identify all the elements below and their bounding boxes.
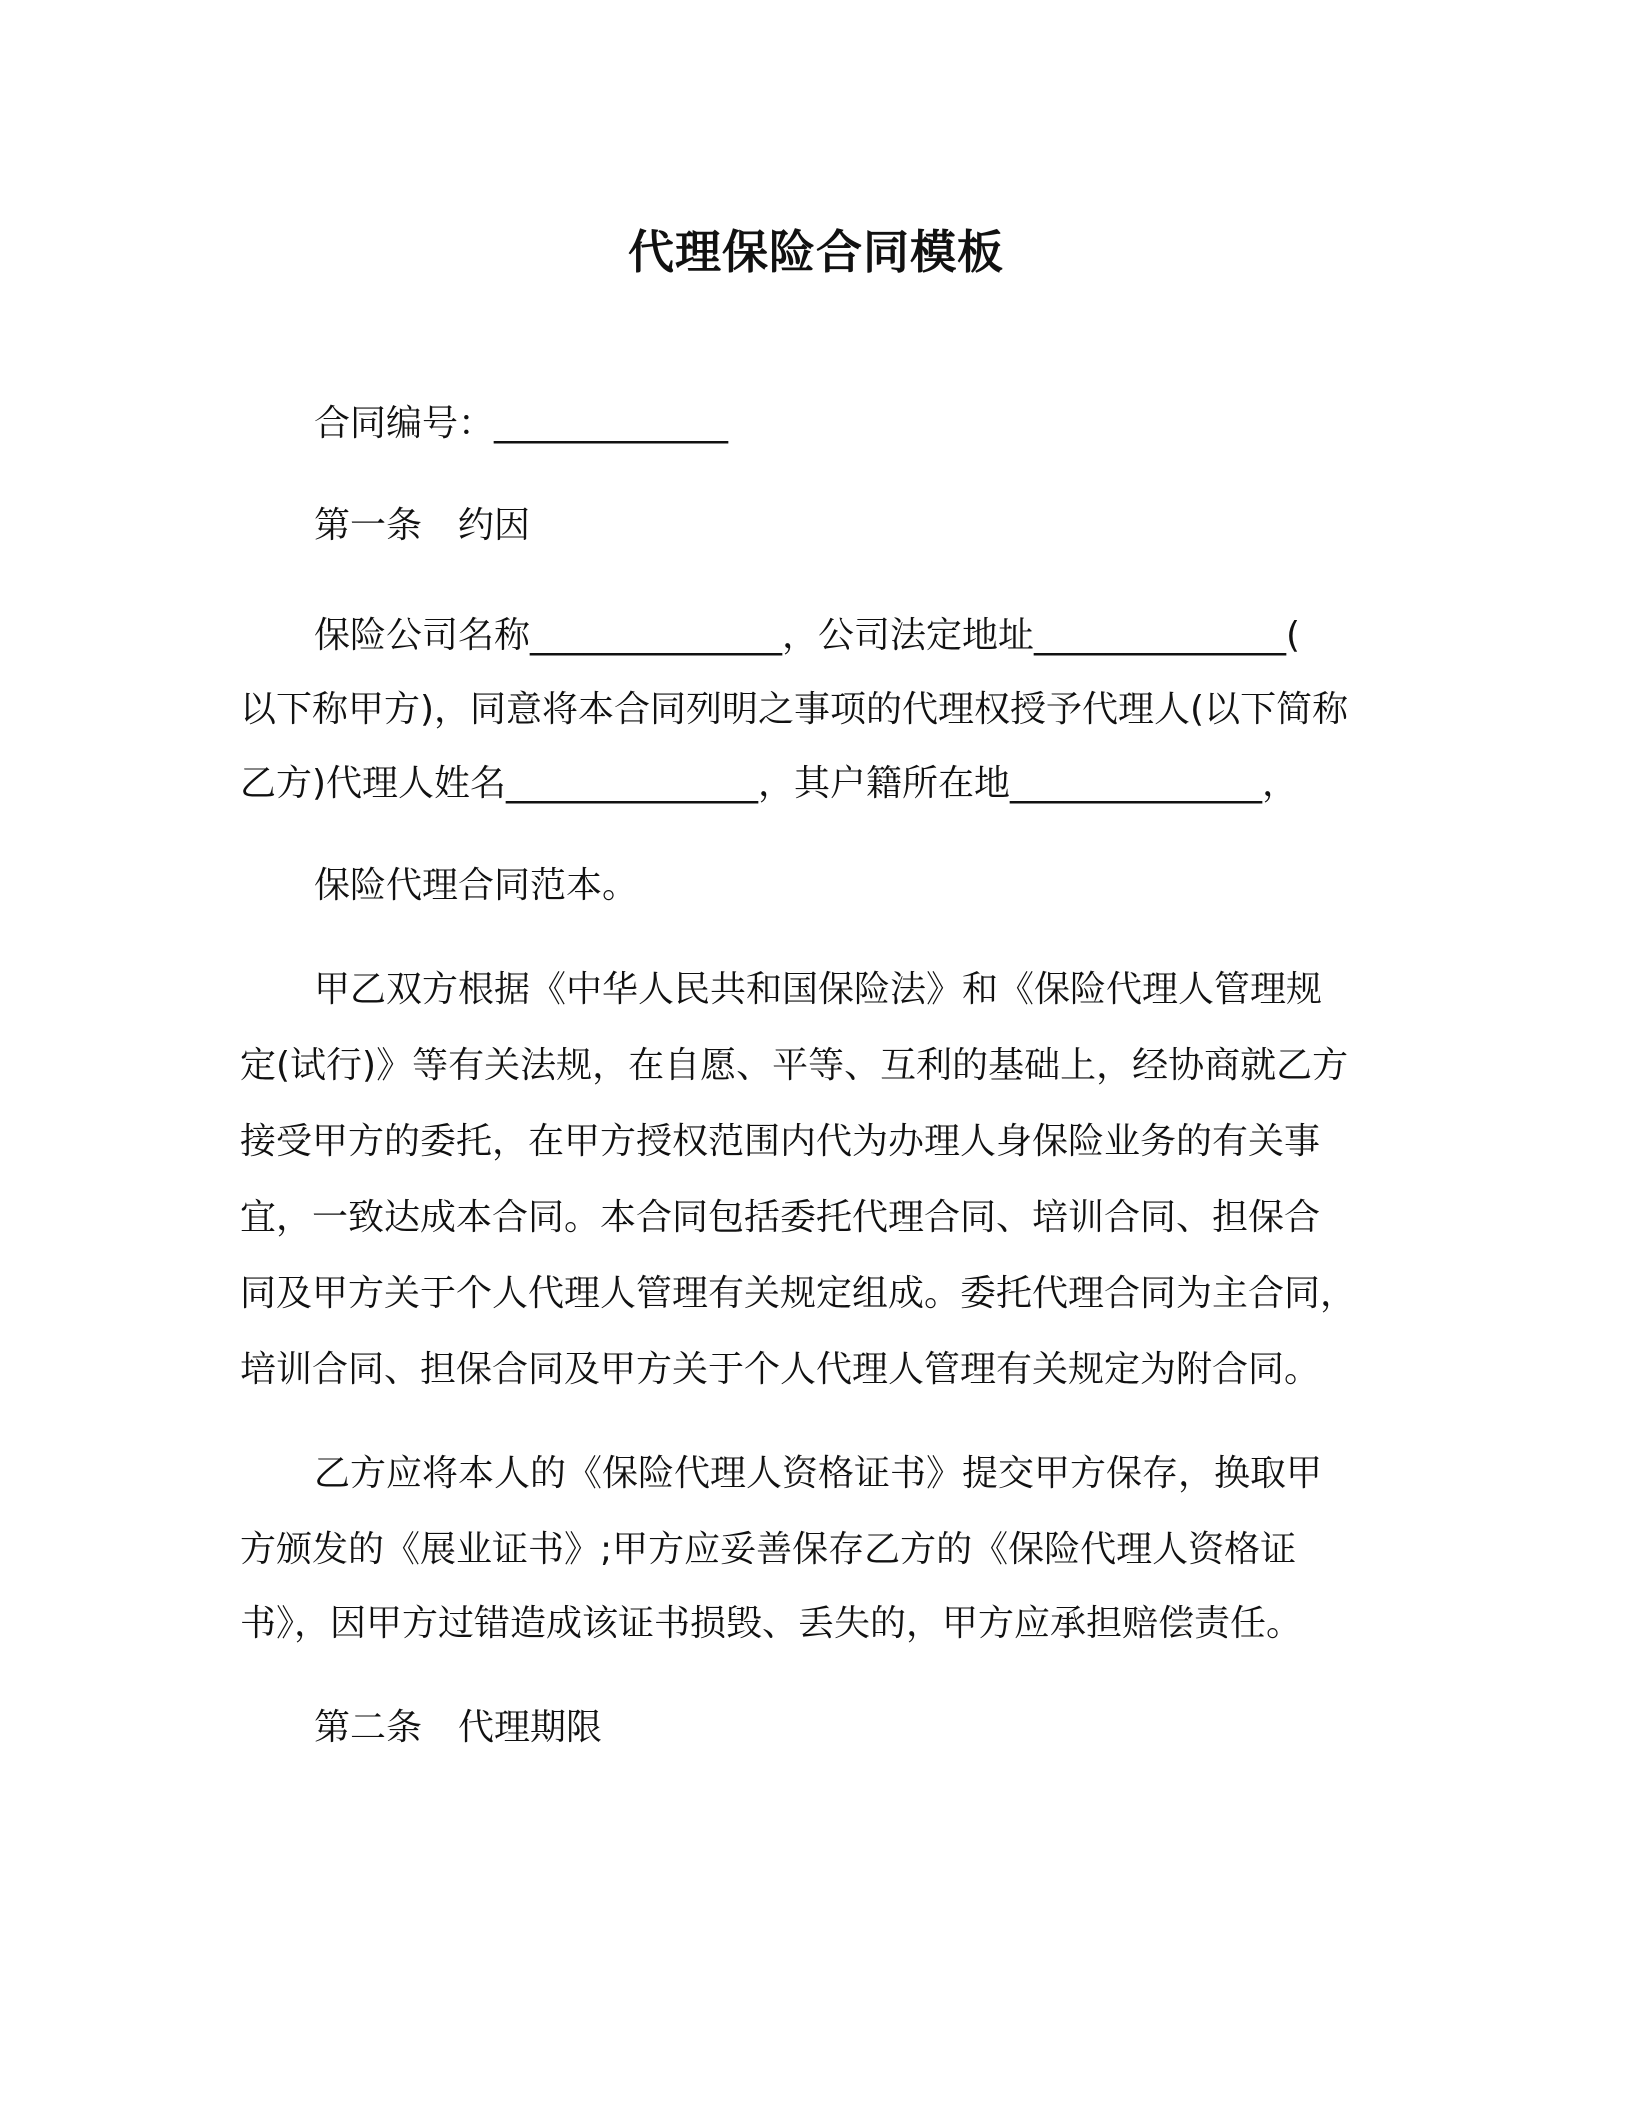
article-2-heading: 第二条 代理期限 <box>314 1707 603 1748</box>
paragraph-line: 甲乙双方根据《中华人民共和国保险法》和《保险代理人管理规 <box>314 969 1323 1010</box>
paragraph-line: 保险公司名称______________，公司法定地址______________( <box>314 615 1301 656</box>
paragraph-line: 书》，因甲方过错造成该证书损毁、丢失的，甲方应承担赔偿责任。 <box>240 1603 1303 1644</box>
contract-number-line: 合同编号：_____________ <box>314 403 729 444</box>
paragraph-line: 以下称甲方)，同意将本合同列明之事项的代理权授予代理人(以下简称 <box>240 689 1349 730</box>
paragraph-line: 宜，一致达成本合同。本合同包括委托代理合同、培训合同、担保合 <box>240 1197 1321 1238</box>
paragraph-line: 定(试行)》等有关法规，在自愿、平等、互利的基础上，经协商就乙方 <box>240 1045 1349 1086</box>
document-title: 代理保险合同模板 <box>628 225 1004 279</box>
article-1-heading: 第一条 约因 <box>314 505 531 546</box>
paragraph-line: 乙方应将本人的《保险代理人资格证书》提交甲方保存，换取甲 <box>314 1453 1323 1494</box>
paragraph-line: 同及甲方关于个人代理人管理有关规定组成。委托代理合同为主合同， <box>240 1273 1357 1314</box>
paragraph-line: 接受甲方的委托，在甲方授权范围内代为办理人身保险业务的有关事 <box>240 1121 1321 1162</box>
paragraph-line: 方颁发的《展业证书》;甲方应妥善保存乙方的《保险代理人资格证 <box>240 1529 1297 1570</box>
paragraph-line: 培训合同、担保合同及甲方关于个人代理人管理有关规定为附合同。 <box>240 1349 1321 1390</box>
paragraph-line: 保险代理合同范本。 <box>314 865 639 906</box>
paragraph-line: 乙方)代理人姓名______________，其户籍所在地______________， <box>240 763 1299 804</box>
